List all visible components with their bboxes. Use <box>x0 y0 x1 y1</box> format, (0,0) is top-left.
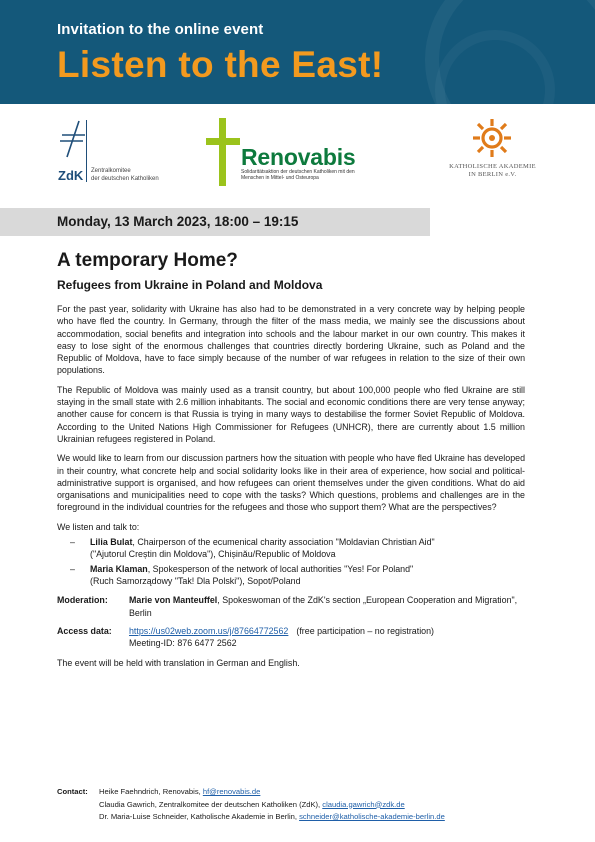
moderation-label: Moderation: <box>57 595 108 606</box>
list-item <box>57 536 525 561</box>
paragraph: We would like to learn from our discussion partners how the situation with people who have fled Ukraine has developed in their country, what concrete help and social solidarity looks like in their area of experience, how social and political-administrative support is organised, and how refugees can orient themselves under the given conditions. What do aid organisations and municipalities need to cope with the tasks? Which questions, problems and challenges are in the foreground in the individual countries for the refugees and those who support them? What are the perspectives? <box>57 453 526 513</box>
header-banner <box>0 0 595 104</box>
email-link[interactable]: hf@renovabis.de <box>202 787 261 796</box>
renovabis-tagline: Solidaritätsaktion der deutschen Katholiken mit den Menschen in Mittel- und Osteuropa <box>241 169 355 181</box>
speaker-role: , Chairperson of the ecumenical charity association "Moldavian Christian Aid" <box>132 537 435 548</box>
banner-subtitle: Invitation to the online event <box>57 21 264 38</box>
contact-label: Contact: <box>57 787 88 796</box>
speakers-list <box>57 536 525 587</box>
speaker-detail: ("Ajutorul Creștin din Moldova"), Chișinău/Republic of Moldova <box>90 549 336 560</box>
zdk-abbreviation: ZdK <box>58 168 84 183</box>
contact-line: Dr. Maria-Luise Schneider, Katholische Akademie in Berlin, schneider@katholische-akademie-berlin.de <box>99 812 445 821</box>
renovabis-name: Renovabis <box>241 144 356 170</box>
ka-name: KATHOLISCHE AKADEMIE IN BERLIN e.V. <box>449 163 536 178</box>
speaker-detail: (Ruch Samorządowy "Tak! Dla Polski"), Sopot/Poland <box>90 575 301 586</box>
event-description <box>57 303 525 677</box>
event-subtitle: Refugees from Ukraine in Poland and Moldova <box>57 278 323 292</box>
zoom-link[interactable]: https://us02web.zoom.us/j/87664772562 <box>129 625 289 636</box>
email-link[interactable]: claudia.gawrich@zdk.de <box>322 799 405 809</box>
renovabis-logo <box>206 118 366 188</box>
access-note: (free participation – no registration) <box>296 625 435 636</box>
ka-sun-icon <box>471 117 513 159</box>
contact-line: Heike Faehndrich, Renovabis, hf@renovabis.de <box>99 787 261 796</box>
moderation-row <box>57 594 525 619</box>
translation-note: The event will be held with translation in German and English. <box>57 658 300 669</box>
paragraph: The Republic of Moldova was mainly used as a transit country, but about 100,000 people who fled Ukraine are still staying in the small state with 2.6 million inhabitants. The social and economic conditions there are very tense anyway; another cause for concern is that Russia is trying in many ways to destabilise the former Soviet Republic of Moldova. According to the United Nations High Commissioner for Refugees (UNHCR), there are currently about 1.5 million Ukrainian refugees registered in Poland. <box>57 384 525 444</box>
speaker-name: Maria Klaman <box>90 563 148 574</box>
event-date-bar <box>0 208 430 236</box>
email-link[interactable]: schneider@katholische-akademie-berlin.de <box>299 812 445 821</box>
list-dash: – <box>70 537 75 548</box>
paragraph: For the past year, solidarity with Ukraine has also had to be demonstrated in a very concrete way by helping people who have fled the country. In Germany, through the filter of the mass media, we mainly see the discussions about accommodation, social benefits and integration into schools and the labour market in our own country. This makes it easy to lose sight of the enormous challenges that countries directly bordering Ukraine, such as Poland and the Republic of Moldova, have to face simply because of the number of war refugees in relation to the size of their own populations. <box>57 304 525 376</box>
renovabis-cross-icon <box>206 118 240 188</box>
banner-title: Listen to the East! <box>57 44 384 85</box>
meeting-id: Meeting-ID: 876 6477 2562 <box>129 638 237 649</box>
zdk-cross-icon <box>59 119 87 161</box>
moderator-role: , Spokeswoman of the ZdK's section „European Cooperation and Migration", Berlin <box>129 595 518 618</box>
access-label: Access data: <box>57 625 112 636</box>
event-date: Monday, 13 March 2023, 18:00 – 19:15 <box>57 214 299 229</box>
speaker-role: , Spokesperson of the network of local authorities "Yes! For Poland" <box>147 563 414 574</box>
list-item <box>57 563 525 588</box>
access-row <box>57 625 525 650</box>
katholische-akademie-logo <box>445 115 540 190</box>
list-dash: – <box>70 563 75 574</box>
zdk-logo <box>57 118 177 188</box>
moderator-name: Marie von Manteuffel <box>129 595 218 606</box>
zdk-divider <box>86 120 87 182</box>
speakers-intro: We listen and talk to: <box>57 521 140 532</box>
contact-block <box>57 786 537 824</box>
zdk-name: Zentralkomitee der deutschen Katholiken <box>91 168 159 182</box>
contact-line: Claudia Gawrich, Zentralkomitee der deutschen Katholiken (ZdK), claudia.gawrich@zdk.de <box>99 799 405 809</box>
event-title: A temporary Home? <box>57 250 238 271</box>
speaker-name: Lilia Bulat <box>90 537 133 548</box>
